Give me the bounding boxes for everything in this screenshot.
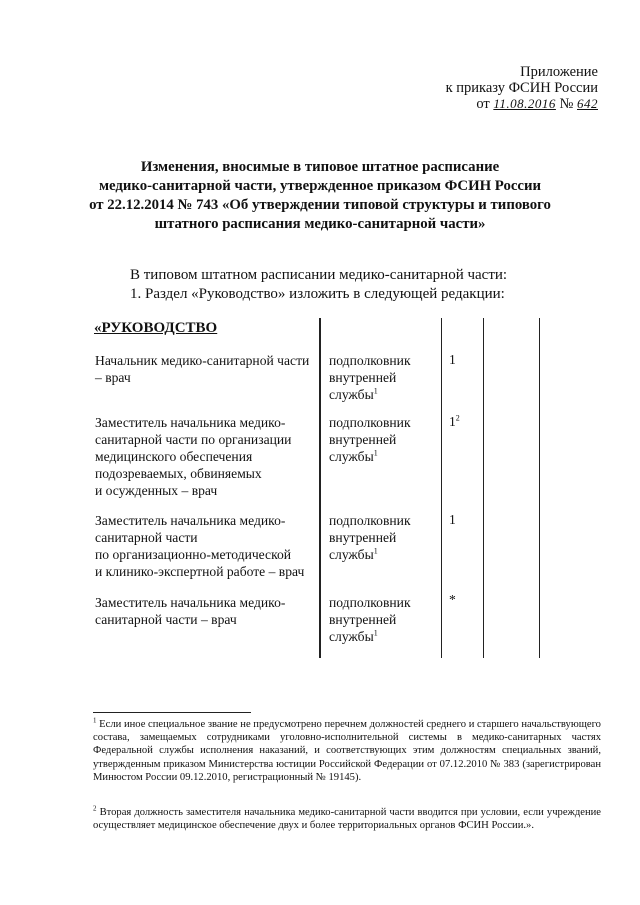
- position-line: и клинико-экспертной работе – врач: [95, 564, 305, 579]
- position-line: медицинского обеспечения: [95, 449, 253, 464]
- table-row-position: [95, 512, 310, 580]
- footnote-ref: 1: [373, 628, 378, 638]
- position-line: Начальник медико-санитарной части: [95, 353, 310, 368]
- footnote-mark: 2: [93, 804, 97, 813]
- table-column-divider: [539, 318, 540, 658]
- rank-line: службы$^1$: [329, 546, 378, 562]
- footnote-ref: 2: [455, 413, 460, 423]
- title-line-2: медико-санитарной части, утвержденное приказом ФСИН России: [98, 178, 542, 194]
- rank-line: службы$^1$: [329, 448, 378, 464]
- appendix-date-line: [446, 96, 598, 112]
- title-line-4: штатного расписания медико-санитарной части»: [154, 216, 486, 232]
- table-row-rank: [329, 594, 439, 645]
- table-row-rank: [329, 512, 439, 563]
- table-column-divider: [441, 318, 442, 658]
- rank-line: внутренней: [329, 370, 397, 385]
- position-line: и осужденных – врач: [95, 483, 218, 498]
- footnote-1: [93, 718, 601, 784]
- position-line: санитарной части по организации: [95, 432, 292, 447]
- title-line-1: Изменения, вносимые в типовое штатное расписание: [140, 159, 500, 175]
- date-prefix: от: [476, 96, 490, 112]
- intro-line-2: 1. Раздел «Руководство» изложить в следующей редакции:: [130, 286, 505, 302]
- table-row-rank: [329, 352, 439, 403]
- document-title: [60, 158, 580, 234]
- table-row-position: [95, 352, 310, 386]
- table-row-position: [95, 594, 310, 628]
- title-line-3: от 22.12.2014 № 743 «Об утверждении типовой структуры и типового: [89, 197, 551, 213]
- footnote-2: [93, 806, 601, 832]
- footnote-text: Вторая должность заместителя начальника медико-санитарной части вводится при условии, если учреждение осуществляет медицинское обеспечение двух и более территориальных органов ФСИН России.».: [93, 807, 601, 832]
- rank-line: подполковник: [329, 415, 411, 430]
- rank-line: внутренней: [329, 612, 397, 627]
- appendix-order-ref: к приказу ФСИН России: [445, 80, 598, 96]
- position-line: санитарной части – врач: [95, 612, 237, 627]
- footnote-ref: 1: [373, 546, 378, 556]
- rank-line: подполковник: [329, 595, 411, 610]
- table-column-divider: [320, 318, 321, 658]
- appendix-label: Приложение: [520, 64, 598, 80]
- position-line: по организационно-методической: [95, 547, 292, 562]
- position-line: Заместитель начальника медико-: [95, 415, 286, 430]
- footnote-separator: [93, 712, 251, 713]
- table-row-quantity: $1^2$: [449, 413, 460, 429]
- footnote-ref: 1: [373, 448, 378, 458]
- rank-line: службы$^1$: [329, 386, 378, 402]
- rank-line: службы$^1$: [329, 628, 378, 644]
- table-row-rank: [329, 414, 439, 465]
- footnote-ref: 1: [373, 386, 378, 396]
- table-column-divider: [483, 318, 484, 658]
- position-line: санитарной части: [95, 530, 198, 545]
- intro-line-1: В типовом штатном расписании медико-санитарной части:: [130, 267, 508, 283]
- order-number: 642: [577, 96, 598, 111]
- table-row-quantity: *: [449, 592, 456, 607]
- number-prefix: №: [559, 96, 574, 112]
- rank-line: подполковник: [329, 513, 411, 528]
- position-line: – врач: [95, 370, 131, 385]
- appendix-block: [446, 64, 598, 112]
- position-line: Заместитель начальника медико-: [95, 595, 286, 610]
- position-line: Заместитель начальника медико-: [95, 513, 286, 528]
- table-row-quantity: 1: [449, 512, 456, 527]
- footnote-text: Если иное специальное звание не предусмотрено перечнем должностей среднего и старшего начальствующего состава, замещаемых сотрудниками уголовно-исполнительной системы в медико-санитарных частях Федеральной службы исполнения наказаний, и соответствующих этим должностям специальных званий, утвержденным приказом Министерства юстиции Российской Федерации от 07.12.2010 № 383 (зарегистрирован Минюстом России 09.12.2010, регистрационный № 19145).: [93, 719, 601, 783]
- rank-line: внутренней: [329, 432, 397, 447]
- section-heading: «РУКОВОДСТВО: [94, 320, 218, 336]
- table-row-quantity: 1: [449, 352, 456, 367]
- intro-text: [130, 266, 507, 304]
- table-row-position: [95, 414, 310, 499]
- footnote-mark: 1: [93, 716, 97, 725]
- rank-line: подполковник: [329, 353, 411, 368]
- position-line: подозреваемых, обвиняемых: [95, 466, 262, 481]
- order-date: 11.08.2016: [493, 96, 556, 111]
- rank-line: внутренней: [329, 530, 397, 545]
